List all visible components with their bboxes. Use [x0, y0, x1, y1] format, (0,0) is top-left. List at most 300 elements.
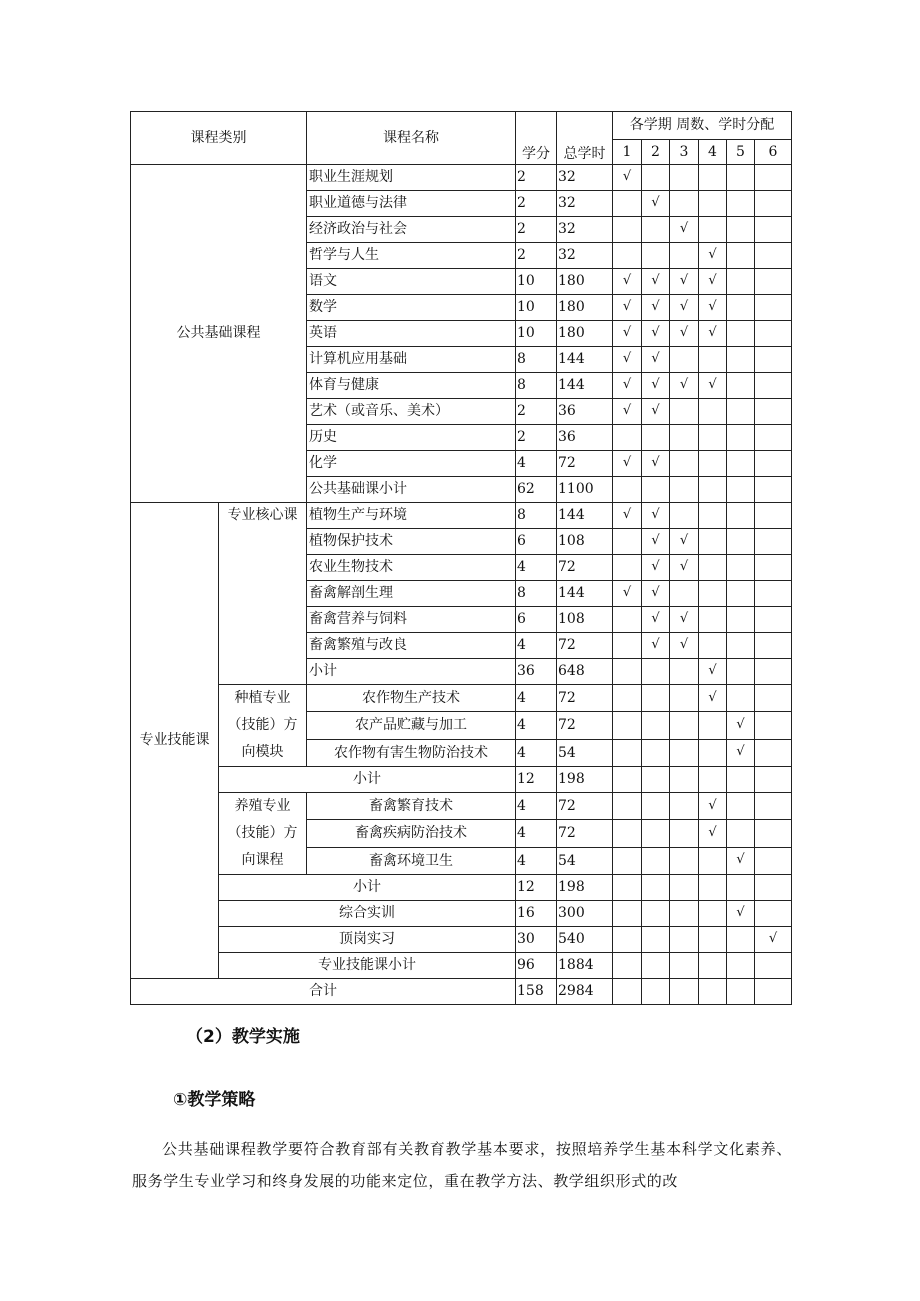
semester-cell [755, 953, 792, 979]
credit-value: 6 [516, 607, 557, 633]
check-mark: √ [642, 399, 670, 425]
course-name: 专业技能课小计 [219, 953, 516, 979]
course-name: 畜禽解剖生理 [307, 581, 516, 607]
table-row [131, 979, 792, 1005]
credit-value: 2 [516, 191, 557, 217]
hours-value: 54 [557, 739, 613, 766]
semester-cell [642, 712, 670, 739]
semester-cell [613, 607, 642, 633]
course-name: 畜禽繁育技术 [307, 793, 516, 820]
check-mark: √ [642, 581, 670, 607]
semester-cell [699, 767, 727, 793]
course-name: 化学 [307, 451, 516, 477]
semester-cell [699, 451, 727, 477]
semester-cell [699, 607, 727, 633]
semester-cell [699, 953, 727, 979]
course-name: 历史 [307, 425, 516, 451]
semester-cell [642, 979, 670, 1005]
semester-cell [642, 739, 670, 766]
semester-cell [755, 217, 792, 243]
course-name: 计算机应用基础 [307, 347, 516, 373]
semester-cell [613, 847, 642, 874]
semester-cell [699, 399, 727, 425]
semester-cell [755, 739, 792, 766]
hours-value: 144 [557, 373, 613, 399]
check-mark: √ [699, 295, 727, 321]
semester-cell [699, 847, 727, 874]
credit-value: 12 [516, 875, 557, 901]
semester-cell [755, 793, 792, 820]
semester-cell [755, 269, 792, 295]
credit-value: 36 [516, 659, 557, 685]
semester-cell [755, 529, 792, 555]
table-row [131, 165, 792, 191]
credit-value: 6 [516, 529, 557, 555]
semester-cell [670, 165, 699, 191]
check-mark: √ [613, 295, 642, 321]
subcategory-breeding: 养殖专业（技能）方向课程 [219, 793, 307, 875]
semester-cell [727, 607, 755, 633]
semester-cell [755, 243, 792, 269]
semester-cell [613, 659, 642, 685]
semester-cell [755, 165, 792, 191]
semester-cell [613, 685, 642, 712]
semester-cell [727, 659, 755, 685]
semester-cell [727, 820, 755, 847]
subcategory-core: 专业核心课 [219, 503, 307, 685]
check-mark: √ [670, 269, 699, 295]
semester-cell [613, 529, 642, 555]
hours-value: 32 [557, 191, 613, 217]
course-name: 小计 [307, 659, 516, 685]
semester-cell [755, 477, 792, 503]
semester-cell [670, 953, 699, 979]
semester-cell [670, 979, 699, 1005]
semester-cell [755, 659, 792, 685]
semester-cell [642, 875, 670, 901]
hours-value: 32 [557, 243, 613, 269]
check-mark: √ [670, 217, 699, 243]
check-mark: √ [699, 820, 727, 847]
header-category: 课程类别 [131, 112, 307, 165]
semester-cell [670, 399, 699, 425]
credit-value: 4 [516, 685, 557, 712]
check-mark: √ [642, 269, 670, 295]
credit-value: 4 [516, 451, 557, 477]
semester-cell [727, 477, 755, 503]
semester-cell [727, 269, 755, 295]
check-mark: √ [727, 847, 755, 874]
credit-value: 158 [516, 979, 557, 1005]
semester-cell [642, 217, 670, 243]
semester-cell [642, 953, 670, 979]
credit-value: 2 [516, 425, 557, 451]
subcategory-planting: 种植专业（技能）方向模块 [219, 685, 307, 767]
semester-cell [727, 425, 755, 451]
semester-cell [755, 425, 792, 451]
semester-cell [670, 793, 699, 820]
semester-cell [727, 875, 755, 901]
course-name: 畜禽疾病防治技术 [307, 820, 516, 847]
credit-value: 4 [516, 633, 557, 659]
credit-value: 4 [516, 847, 557, 874]
course-table [130, 111, 792, 1005]
semester-cell [727, 581, 755, 607]
course-name: 艺术（或音乐、美术） [307, 399, 516, 425]
credit-value: 4 [516, 712, 557, 739]
table-row [131, 793, 792, 820]
semester-cell [755, 295, 792, 321]
check-mark: √ [699, 321, 727, 347]
semester-cell [613, 555, 642, 581]
semester-cell [755, 767, 792, 793]
semester-cell [699, 191, 727, 217]
semester-cell [755, 633, 792, 659]
course-name: 畜禽环境卫生 [307, 847, 516, 874]
semester-cell [670, 847, 699, 874]
semester-cell [670, 347, 699, 373]
check-mark: √ [613, 269, 642, 295]
hours-value: 72 [557, 633, 613, 659]
hours-value: 36 [557, 425, 613, 451]
semester-cell [727, 373, 755, 399]
semester-cell [699, 503, 727, 529]
credit-value: 4 [516, 820, 557, 847]
credit-value: 8 [516, 347, 557, 373]
semester-cell [642, 767, 670, 793]
semester-cell [613, 979, 642, 1005]
credit-value: 30 [516, 927, 557, 953]
hours-value: 180 [557, 321, 613, 347]
course-name: 职业生涯规划 [307, 165, 516, 191]
semester-cell [727, 295, 755, 321]
credit-value: 8 [516, 373, 557, 399]
check-mark: √ [727, 901, 755, 927]
semester-cell [670, 659, 699, 685]
semester-cell [755, 321, 792, 347]
semester-cell [727, 399, 755, 425]
credit-value: 16 [516, 901, 557, 927]
semester-cell [642, 659, 670, 685]
check-mark: √ [670, 529, 699, 555]
hours-value: 540 [557, 927, 613, 953]
check-mark: √ [642, 451, 670, 477]
hours-value: 144 [557, 581, 613, 607]
hours-value: 72 [557, 685, 613, 712]
semester-cell [727, 555, 755, 581]
course-name: 职业道德与法律 [307, 191, 516, 217]
hours-value: 72 [557, 555, 613, 581]
semester-cell [613, 191, 642, 217]
semester-cell [670, 243, 699, 269]
semester-cell [670, 451, 699, 477]
course-name: 植物生产与环境 [307, 503, 516, 529]
check-mark: √ [613, 399, 642, 425]
semester-cell [670, 191, 699, 217]
table-row [131, 953, 792, 979]
semester-cell [670, 875, 699, 901]
semester-cell [699, 875, 727, 901]
credit-value: 12 [516, 767, 557, 793]
semester-cell [699, 901, 727, 927]
check-mark: √ [699, 243, 727, 269]
header-semester: 1 [613, 140, 642, 165]
header-semester: 4 [699, 140, 727, 165]
credit-value: 4 [516, 739, 557, 766]
semester-cell [727, 979, 755, 1005]
semester-cell [613, 901, 642, 927]
semester-cell [613, 953, 642, 979]
course-name: 综合实训 [219, 901, 516, 927]
credit-value: 8 [516, 581, 557, 607]
check-mark: √ [699, 373, 727, 399]
semester-cell [755, 685, 792, 712]
hours-value: 36 [557, 399, 613, 425]
semester-cell [642, 847, 670, 874]
semester-cell [727, 927, 755, 953]
course-name: 合计 [131, 979, 516, 1005]
credit-value: 4 [516, 793, 557, 820]
semester-cell [727, 217, 755, 243]
credit-value: 10 [516, 321, 557, 347]
semester-cell [613, 243, 642, 269]
semester-cell [755, 503, 792, 529]
category-public-basic: 公共基础课程 [131, 165, 307, 503]
semester-cell [613, 633, 642, 659]
semester-cell [755, 555, 792, 581]
semester-cell [613, 217, 642, 243]
semester-cell [727, 529, 755, 555]
check-mark: √ [642, 529, 670, 555]
semester-cell [642, 165, 670, 191]
semester-cell [642, 901, 670, 927]
semester-cell [613, 425, 642, 451]
check-mark: √ [613, 321, 642, 347]
hours-value: 72 [557, 712, 613, 739]
semester-cell [670, 767, 699, 793]
course-name: 小计 [219, 875, 516, 901]
semester-cell [699, 425, 727, 451]
check-mark: √ [642, 555, 670, 581]
header-distribution: 各学期 周数、学时分配 [613, 112, 792, 140]
course-name: 植物保护技术 [307, 529, 516, 555]
check-mark: √ [642, 347, 670, 373]
course-name: 农作物生产技术 [307, 685, 516, 712]
check-mark: √ [613, 373, 642, 399]
semester-cell [670, 820, 699, 847]
semester-cell [727, 243, 755, 269]
course-name: 英语 [307, 321, 516, 347]
check-mark: √ [670, 373, 699, 399]
hours-value: 1100 [557, 477, 613, 503]
subsection-heading: ①教学策略 [173, 1090, 256, 1110]
credit-value: 96 [516, 953, 557, 979]
course-name: 语文 [307, 269, 516, 295]
semester-cell [670, 739, 699, 766]
semester-cell [755, 191, 792, 217]
header-semester: 6 [755, 140, 792, 165]
course-name: 体育与健康 [307, 373, 516, 399]
course-name: 哲学与人生 [307, 243, 516, 269]
check-mark: √ [727, 739, 755, 766]
semester-cell [699, 555, 727, 581]
semester-cell [670, 712, 699, 739]
check-mark: √ [613, 581, 642, 607]
course-name: 畜禽繁殖与改良 [307, 633, 516, 659]
semester-cell [699, 477, 727, 503]
credit-value: 8 [516, 503, 557, 529]
course-name: 数学 [307, 295, 516, 321]
hours-value: 144 [557, 503, 613, 529]
semester-cell [699, 529, 727, 555]
check-mark: √ [670, 607, 699, 633]
hours-value: 300 [557, 901, 613, 927]
semester-cell [642, 685, 670, 712]
hours-value: 72 [557, 820, 613, 847]
hours-value: 54 [557, 847, 613, 874]
body-paragraph: 公共基础课程教学要符合教育部有关教育教学基本要求，按照培养学生基本科学文化素养、服务学生专业学习和终身发展的功能来定位，重在教学方法、教学组织形式的改 [132, 1140, 792, 1190]
semester-cell [755, 875, 792, 901]
semester-cell [642, 243, 670, 269]
semester-cell [699, 633, 727, 659]
semester-cell [613, 712, 642, 739]
credit-value: 2 [516, 399, 557, 425]
course-name: 顶岗实习 [219, 927, 516, 953]
check-mark: √ [699, 659, 727, 685]
check-mark: √ [613, 503, 642, 529]
semester-cell [613, 767, 642, 793]
check-mark: √ [642, 503, 670, 529]
check-mark: √ [670, 321, 699, 347]
course-name: 经济政治与社会 [307, 217, 516, 243]
table-row [131, 901, 792, 927]
credit-value: 10 [516, 295, 557, 321]
semester-cell [613, 793, 642, 820]
semester-cell [755, 820, 792, 847]
check-mark: √ [613, 451, 642, 477]
hours-value: 108 [557, 529, 613, 555]
hours-value: 32 [557, 217, 613, 243]
semester-cell [699, 217, 727, 243]
table-row [131, 767, 792, 793]
hours-value: 144 [557, 347, 613, 373]
check-mark: √ [727, 712, 755, 739]
course-name: 农业生物技术 [307, 555, 516, 581]
semester-cell [642, 927, 670, 953]
semester-cell [670, 477, 699, 503]
course-name: 小计 [219, 767, 516, 793]
hours-value: 72 [557, 451, 613, 477]
check-mark: √ [670, 555, 699, 581]
header-hours: 总学时 [557, 112, 613, 165]
semester-cell [699, 165, 727, 191]
hours-value: 2984 [557, 979, 613, 1005]
category-professional: 专业技能课 [131, 503, 219, 979]
semester-cell [699, 979, 727, 1005]
semester-cell [670, 581, 699, 607]
check-mark: √ [642, 191, 670, 217]
credit-value: 2 [516, 165, 557, 191]
hours-value: 198 [557, 875, 613, 901]
semester-cell [755, 373, 792, 399]
hours-value: 1884 [557, 953, 613, 979]
header-credit: 学分 [516, 112, 557, 165]
check-mark: √ [642, 373, 670, 399]
semester-cell [699, 581, 727, 607]
semester-cell [699, 927, 727, 953]
check-mark: √ [670, 295, 699, 321]
table-row [131, 875, 792, 901]
credit-value: 62 [516, 477, 557, 503]
semester-cell [642, 477, 670, 503]
course-name: 畜禽营养与饲料 [307, 607, 516, 633]
semester-cell [727, 503, 755, 529]
semester-cell [727, 191, 755, 217]
semester-cell [755, 847, 792, 874]
header-semester: 5 [727, 140, 755, 165]
semester-cell [613, 820, 642, 847]
semester-cell [699, 347, 727, 373]
hours-value: 180 [557, 295, 613, 321]
credit-value: 2 [516, 217, 557, 243]
semester-cell [755, 399, 792, 425]
credit-value: 4 [516, 555, 557, 581]
semester-cell [699, 739, 727, 766]
semester-cell [670, 503, 699, 529]
semester-cell [727, 321, 755, 347]
section-heading: （2）教学实施 [186, 1027, 300, 1047]
check-mark: √ [699, 793, 727, 820]
semester-cell [670, 927, 699, 953]
table-row [131, 112, 792, 140]
semester-cell [755, 607, 792, 633]
header-semester: 3 [670, 140, 699, 165]
semester-cell [727, 953, 755, 979]
check-mark: √ [613, 165, 642, 191]
semester-cell [727, 767, 755, 793]
semester-cell [727, 633, 755, 659]
course-name: 公共基础课小计 [307, 477, 516, 503]
semester-cell [755, 451, 792, 477]
semester-cell [670, 901, 699, 927]
credit-value: 2 [516, 243, 557, 269]
semester-cell [699, 712, 727, 739]
hours-value: 198 [557, 767, 613, 793]
table-row [131, 927, 792, 953]
semester-cell [642, 425, 670, 451]
course-name: 农产品贮藏与加工 [307, 712, 516, 739]
check-mark: √ [642, 607, 670, 633]
semester-cell [613, 875, 642, 901]
table-row [131, 503, 792, 529]
check-mark: √ [699, 269, 727, 295]
semester-cell [642, 820, 670, 847]
semester-cell [613, 739, 642, 766]
check-mark: √ [642, 295, 670, 321]
header-semester: 2 [642, 140, 670, 165]
semester-cell [755, 712, 792, 739]
check-mark: √ [613, 347, 642, 373]
semester-cell [613, 927, 642, 953]
hours-value: 108 [557, 607, 613, 633]
semester-cell [670, 425, 699, 451]
hours-value: 180 [557, 269, 613, 295]
semester-cell [613, 477, 642, 503]
semester-cell [755, 901, 792, 927]
credit-value: 10 [516, 269, 557, 295]
semester-cell [755, 979, 792, 1005]
check-mark: √ [642, 633, 670, 659]
